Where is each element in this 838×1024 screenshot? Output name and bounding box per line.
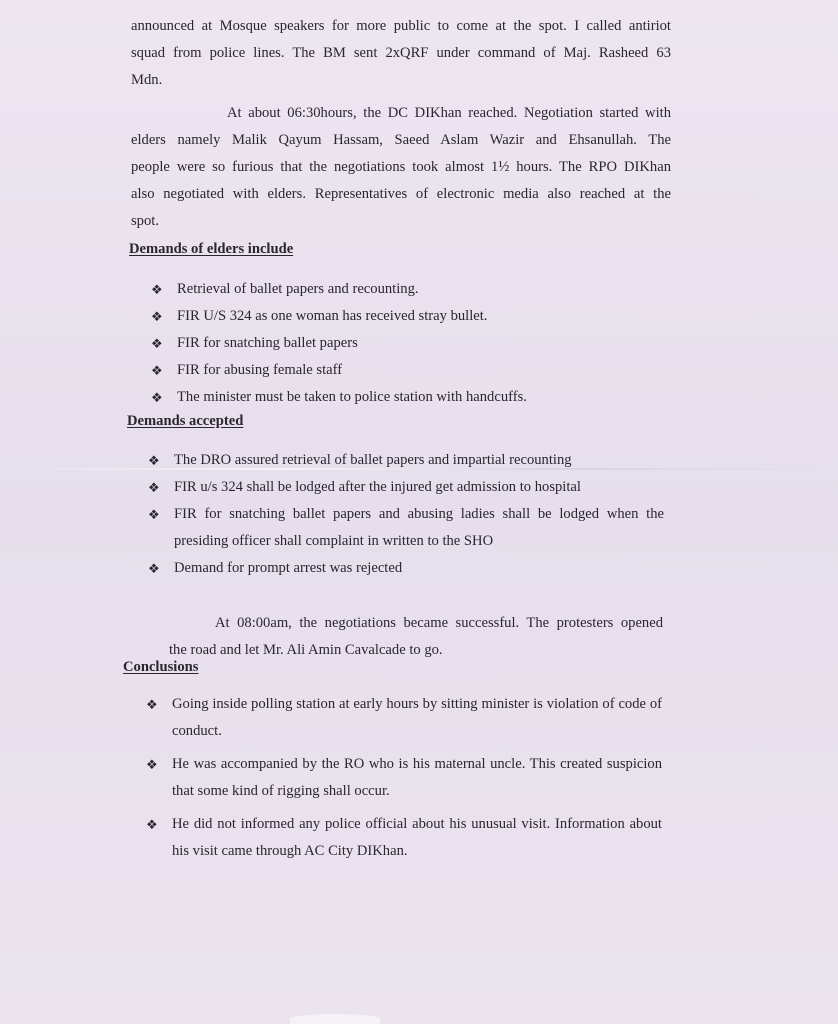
bullet-diamond-icon: ❖ xyxy=(146,697,158,712)
list-item: ❖ The DRO assured retrieval of ballet papers and impartial recounting xyxy=(148,447,664,474)
bullet-diamond-icon: ❖ xyxy=(151,282,163,297)
success-line-2: the road and let Mr. Ali Amin Cavalcade to go. xyxy=(169,642,443,658)
list-item: ❖ He did not informed any police official about his unusual visit. Information about his visit came through AC City DIKhan. xyxy=(146,811,662,865)
success-line-1: At 08:00am, the negotiations became successful. The protesters opened xyxy=(215,615,663,631)
intro-line-1: announced at Mosque speakers for more public to come at the spot. I called antiriot xyxy=(131,18,671,34)
bullet-diamond-icon: ❖ xyxy=(151,363,163,378)
demands-of-elders-list xyxy=(151,276,651,411)
success-paragraph xyxy=(169,610,663,664)
negotiation-line-1: At about 06:30hours, the DC DIKhan reached. Negotiation started with xyxy=(227,105,671,121)
demands-accepted-heading: Demands accepted xyxy=(127,413,244,429)
bullet-diamond-icon: ❖ xyxy=(151,390,163,405)
bullet-diamond-icon: ❖ xyxy=(151,336,163,351)
intro-line-2: squad from police lines. The BM sent 2xQRF under command of Maj. Rasheed 63 xyxy=(131,45,671,61)
list-item: ❖ FIR for abusing female staff xyxy=(151,357,651,384)
bullet-diamond-icon: ❖ xyxy=(146,817,158,832)
negotiation-paragraph xyxy=(131,100,671,235)
bullet-diamond-icon: ❖ xyxy=(148,453,160,468)
stamp-mark xyxy=(290,1014,380,1024)
list-item: ❖ FIR for snatching ballet papers and abusing ladies shall be lodged when the presiding officer shall complaint in written to the SHO xyxy=(148,501,664,555)
intro-line-3: Mdn. xyxy=(131,72,163,88)
bullet-diamond-icon: ❖ xyxy=(148,480,160,495)
list-item: ❖ Demand for prompt arrest was rejected xyxy=(148,555,664,582)
bullet-diamond-icon: ❖ xyxy=(148,561,160,576)
negotiation-line-5: spot. xyxy=(131,213,159,229)
list-item: ❖ FIR U/S 324 as one woman has received stray bullet. xyxy=(151,303,651,330)
list-item: ❖ Retrieval of ballet papers and recounting. xyxy=(151,276,651,303)
list-item: ❖ He was accompanied by the RO who is his maternal uncle. This created suspicion that some kind of rigging shall occur. xyxy=(146,751,662,805)
intro-paragraph xyxy=(131,13,671,94)
demands-accepted-list xyxy=(148,447,664,582)
demands-of-elders-heading: Demands of elders include xyxy=(129,241,294,257)
list-item: ❖ Going inside polling station at early hours by sitting minister is violation of code of conduct. xyxy=(146,691,662,745)
negotiation-line-4: also negotiated with elders. Representatives of electronic media also reached at the xyxy=(131,186,671,202)
list-item: ❖ FIR u/s 324 shall be lodged after the injured get admission to hospital xyxy=(148,474,664,501)
list-item: ❖ FIR for snatching ballet papers xyxy=(151,330,651,357)
bullet-diamond-icon: ❖ xyxy=(151,309,163,324)
bullet-diamond-icon: ❖ xyxy=(146,757,158,772)
conclusions-list xyxy=(146,691,662,865)
list-item: ❖ The minister must be taken to police station with handcuffs. xyxy=(151,384,651,411)
negotiation-line-2: elders namely Malik Qayum Hassam, Saeed Aslam Wazir and Ehsanullah. The xyxy=(131,132,671,148)
conclusions-heading: Conclusions xyxy=(123,659,199,675)
negotiation-line-3: people were so furious that the negotiations took almost 1½ hours. The RPO DIKhan xyxy=(131,159,671,175)
bullet-diamond-icon: ❖ xyxy=(148,507,160,522)
